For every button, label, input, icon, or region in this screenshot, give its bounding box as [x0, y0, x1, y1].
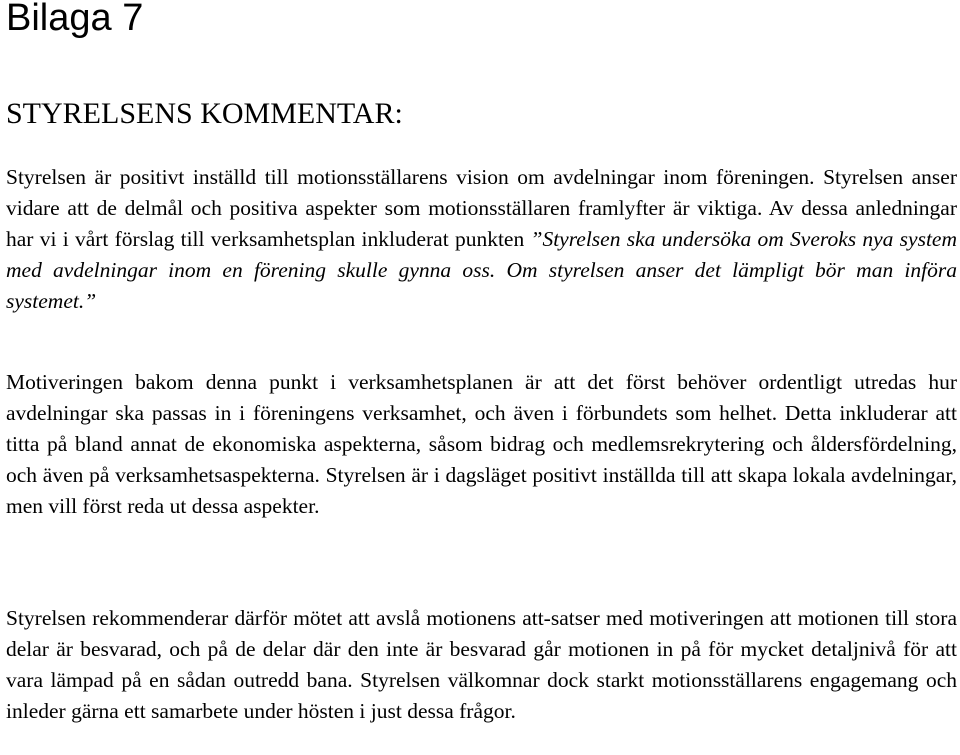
paragraph-1-quote: ”Styrelsen ska undersöka om Sveroks nya system med avdelningar inom en förening skulle gynna oss. Om styrelsen anser det lämpligt bör man införa systemet.” — [6, 227, 958, 313]
page-title: Bilaga 7 — [6, 0, 144, 39]
paragraph-3: Styrelsen rekommenderar därför mötet att avslå motionens att-satser med motiveringen att motionen till stora delar är besvarad, och på de delar där den inte är besvarad går motionen in på för mycket detaljnivå för att vara lämpad på en sådan outredd bana. Styrelsen välkomnar dock starkt motionsställarens engagemang och inleder gärna ett samarbete under hösten i just dessa frågor. — [6, 606, 957, 723]
paragraph-1-text: Styrelsen är positivt inställd till motionsställarens vision om avdelningar inom föreningen. Styrelsen anser vidare att de delmål och positiva aspekter som motionsställaren framlyfter är viktiga. Av dessa anledningar har vi i vårt förslag till verksamhetsplan inkluderat punkten — [6, 165, 957, 251]
paragraph-1 — [6, 162, 957, 317]
section-heading: STYRELSENS KOMMENTAR: — [6, 97, 403, 130]
paragraph-2: Motiveringen bakom denna punkt i verksamhetsplanen är att det först behöver ordentligt utredas hur avdelningar ska passas in i föreningens verksamhet, och även i förbundets som helhet. Detta inkluderar att titta på bland annat de ekonomiska aspekterna, såsom bidrag och medlemsrekrytering och åldersfördelning, och även på verksamhetsaspekterna. Styrelsen är i dagsläget positivt inställda till att skapa lokala avdelningar, men vill först reda ut dessa aspekter. — [6, 370, 957, 518]
